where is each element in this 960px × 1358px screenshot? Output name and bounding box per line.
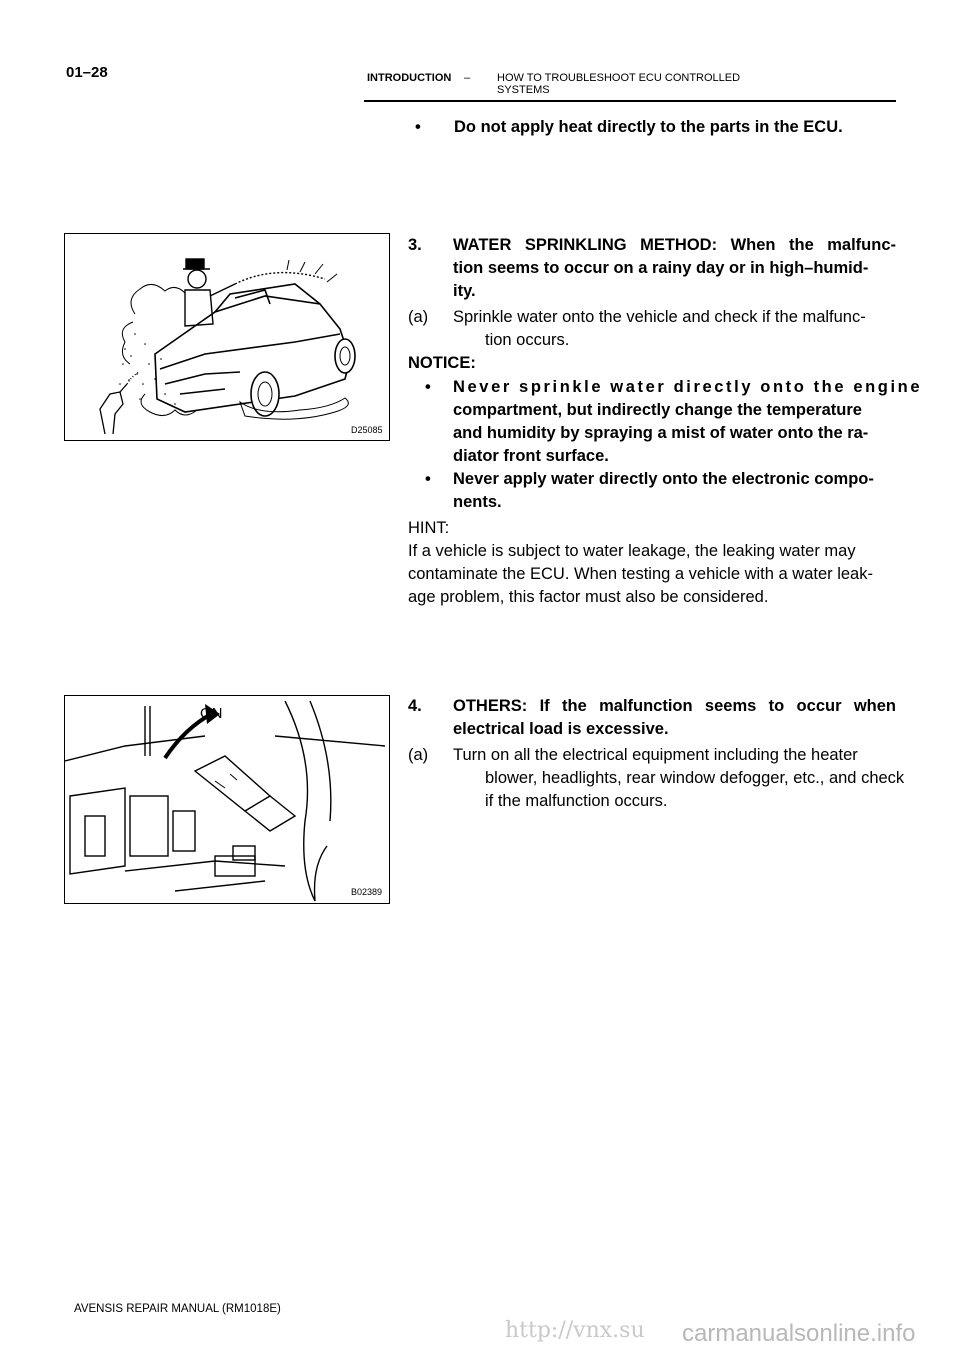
header-dash: –	[464, 72, 471, 84]
on-label: ON	[200, 705, 223, 722]
hint-line2: contaminate the ECU. When testing a vehicle with a water leak-	[408, 565, 873, 583]
substep-label: (a)	[408, 746, 429, 764]
notice1-line2: compartment, but indirectly change the temperature	[453, 401, 862, 419]
car-sprinkling-illustration	[65, 234, 389, 440]
header-rule	[364, 100, 896, 102]
header-subtitle-line2: SYSTEMS	[497, 84, 550, 96]
hint-line3: age problem, this factor must also be considered.	[408, 588, 769, 606]
section4-step-a-line2: blower, headlights, rear window defogger, etc., and check	[485, 769, 905, 787]
section3-heading-line3: ity.	[453, 282, 476, 300]
notice1-line3: and humidity by spraying a mist of water onto the ra-	[453, 424, 869, 442]
notice2-line1: Never apply water directly onto the electronic compo-	[453, 470, 874, 488]
section4-heading-line1: OTHERS: If the malfunction seems to occur when	[453, 697, 896, 715]
header-subtitle	[497, 72, 740, 96]
section-title: INTRODUCTION	[367, 72, 452, 84]
heat-warning-text: Do not apply heat directly to the parts in the ECU.	[454, 118, 843, 136]
notice1-line4: diator front surface.	[453, 447, 609, 465]
section3-heading-line1: WATER SPRINKLING METHOD: When the malfunc-	[453, 236, 896, 254]
page-number: 01–28	[66, 64, 108, 81]
notice-label: NOTICE:	[408, 354, 476, 372]
water-sprinkling-figure	[64, 233, 390, 441]
watermark-link[interactable]: http://vnx.su	[505, 1318, 645, 1343]
notice2-line2: nents.	[453, 493, 502, 511]
hint-line1: If a vehicle is subject to water leakage, the leaking water may	[408, 542, 856, 560]
bullet-marker: •	[415, 118, 421, 136]
header-subtitle-line1: HOW TO TROUBLESHOOT ECU CONTROLLED	[497, 72, 741, 84]
dashboard-switch-illustration	[65, 696, 389, 903]
hint-label: HINT:	[408, 519, 450, 537]
section3-step-a-line2: tion occurs.	[485, 331, 570, 349]
watermark-logo: carmanualsonline.info	[682, 1320, 916, 1347]
bullet-marker: •	[425, 378, 431, 396]
figure-code: D25085	[351, 425, 383, 435]
section3-step-a-line1: Sprinkle water onto the vehicle and check if the malfunc-	[453, 308, 866, 326]
electrical-load-figure	[64, 695, 390, 904]
section3-heading-line2: tion seems to occur on a rainy day or in high–humid-	[453, 259, 869, 277]
step-number: 3.	[408, 236, 422, 254]
section4-heading-line2: electrical load is excessive.	[453, 720, 669, 738]
footer-manual-title: AVENSIS REPAIR MANUAL (RM1018E)	[74, 1303, 281, 1315]
section4-step-a-line3: if the malfunction occurs.	[485, 792, 668, 810]
bullet-marker: •	[425, 470, 431, 488]
step-number: 4.	[408, 697, 422, 715]
figure-code: B02389	[351, 887, 383, 897]
substep-label: (a)	[408, 308, 429, 326]
section4-step-a-line1: Turn on all the electrical equipment including the heater	[453, 746, 858, 764]
notice1-line1: Never sprinkle water directly onto the engine	[453, 378, 923, 396]
